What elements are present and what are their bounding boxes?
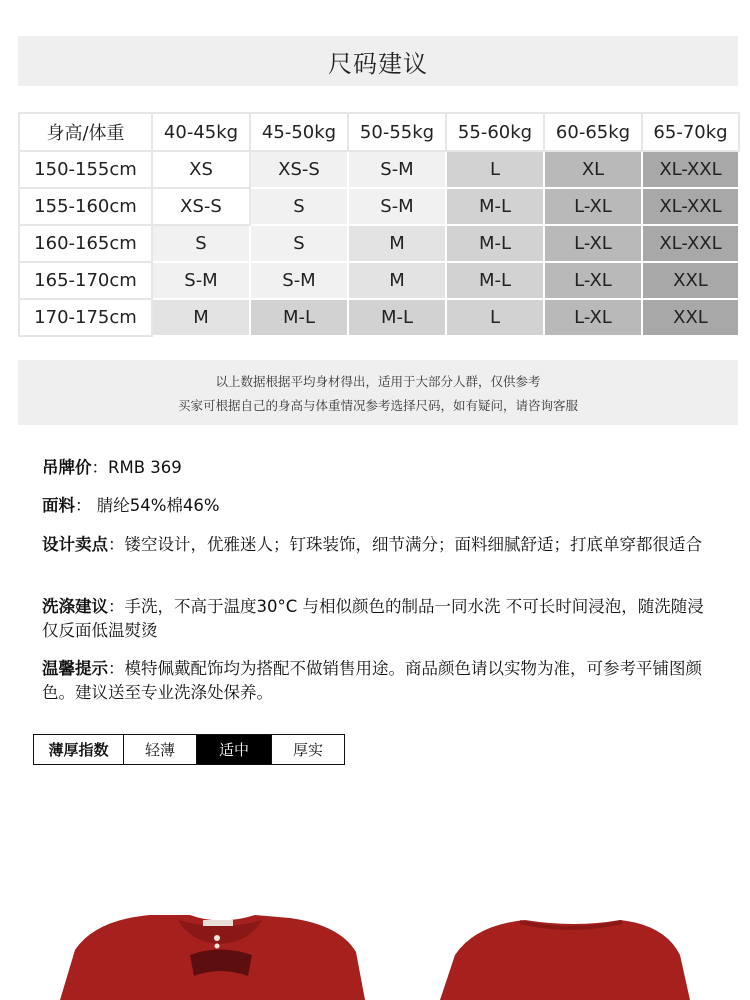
size-cell: M	[152, 299, 250, 336]
table-header-row	[19, 113, 739, 151]
height-header: 155-160cm	[19, 188, 152, 225]
design-value: ：镂空设计，优雅迷人；钉珠装饰，细节满分；面料细腻舒适；打底单穿都很适合	[108, 535, 702, 554]
tips-value: ：模特佩戴配饰均为搭配不做销售用途。商品颜色请以实物为准，可参考平铺图颜色。建议送至专业洗涤处保养。	[42, 659, 702, 702]
front-garment-image	[60, 915, 365, 1000]
size-cell: S-M	[348, 151, 446, 188]
size-cell: L-XL	[544, 262, 642, 299]
size-guide-title-banner	[18, 36, 738, 86]
size-cell: XXL	[642, 262, 739, 299]
size-cell: M-L	[446, 225, 544, 262]
size-note-box	[18, 360, 738, 425]
size-cell: M	[348, 225, 446, 262]
design-row	[42, 533, 712, 557]
note-line: 以上数据根据平均身材得出，适用于大部分人群，仅供参考	[215, 373, 541, 389]
size-cell: L	[446, 299, 544, 336]
thickness-option-thick: 厚实	[271, 735, 344, 764]
size-cell: XL-XXL	[642, 225, 739, 262]
size-cell: L-XL	[544, 188, 642, 225]
wash-label: 洗涤建议	[42, 597, 108, 616]
fabric-row	[42, 494, 712, 518]
table-row	[19, 262, 739, 299]
weight-header: 45-50kg	[250, 113, 348, 151]
size-cell: XS-S	[152, 188, 250, 225]
wash-row	[42, 595, 712, 643]
height-header: 150-155cm	[19, 151, 152, 188]
size-cell: XL-XXL	[642, 188, 739, 225]
size-cell: L	[446, 151, 544, 188]
size-cell: M-L	[446, 262, 544, 299]
size-cell: XS-S	[250, 151, 348, 188]
price-value: ：RMB 369	[91, 458, 182, 477]
page-title: 尺码建议	[328, 49, 428, 78]
size-cell: M	[348, 262, 446, 299]
height-header: 170-175cm	[19, 299, 152, 336]
size-cell: S-M	[152, 262, 250, 299]
size-cell: M-L	[348, 299, 446, 336]
size-cell: XL-XXL	[642, 151, 739, 188]
thickness-label: 薄厚指数	[48, 741, 109, 759]
table-row	[19, 151, 739, 188]
size-cell: S	[250, 188, 348, 225]
fabric-value: ： 腈纶54%棉46%	[75, 496, 220, 515]
size-cell: XL	[544, 151, 642, 188]
price-row	[42, 456, 712, 480]
fabric-label: 面料	[42, 496, 75, 515]
size-cell: S-M	[250, 262, 348, 299]
size-cell: S-M	[348, 188, 446, 225]
table-row	[19, 299, 739, 336]
thickness-option-light: 轻薄	[123, 735, 196, 764]
weight-header: 60-65kg	[544, 113, 642, 151]
size-cell: L-XL	[544, 299, 642, 336]
size-cell: M-L	[250, 299, 348, 336]
table-corner-header: 身高/体重	[19, 113, 152, 151]
product-photo	[0, 880, 750, 1000]
thickness-index	[33, 734, 345, 765]
weight-header: 50-55kg	[348, 113, 446, 151]
height-header: 160-165cm	[19, 225, 152, 262]
tips-row	[42, 657, 712, 705]
weight-header: 65-70kg	[642, 113, 739, 151]
size-cell: S	[152, 225, 250, 262]
size-cell: S	[250, 225, 348, 262]
weight-header: 55-60kg	[446, 113, 544, 151]
tips-label: 温馨提示	[42, 659, 108, 678]
height-header: 165-170cm	[19, 262, 152, 299]
size-cell: XXL	[642, 299, 739, 336]
table-row	[19, 225, 739, 262]
price-label: 吊牌价	[42, 458, 92, 477]
size-cell: M-L	[446, 188, 544, 225]
size-cell: L-XL	[544, 225, 642, 262]
design-label: 设计卖点	[42, 535, 108, 554]
size-cell: XS	[152, 151, 250, 188]
table-row	[19, 188, 739, 225]
note-line: 买家可根据自己的身高与体重情况参考选择尺码，如有疑问，请咨询客服	[177, 397, 578, 413]
weight-header: 40-45kg	[152, 113, 250, 151]
wash-value: ：手洗，不高于温度30°C 与相似颜色的制品一同水洗 不可长时间浸泡，随洗随浸 仅反面低温熨烫	[42, 597, 704, 640]
size-chart-table	[18, 112, 740, 337]
back-garment-image	[440, 920, 690, 1000]
thickness-option-medium-selected: 适中	[196, 735, 271, 764]
